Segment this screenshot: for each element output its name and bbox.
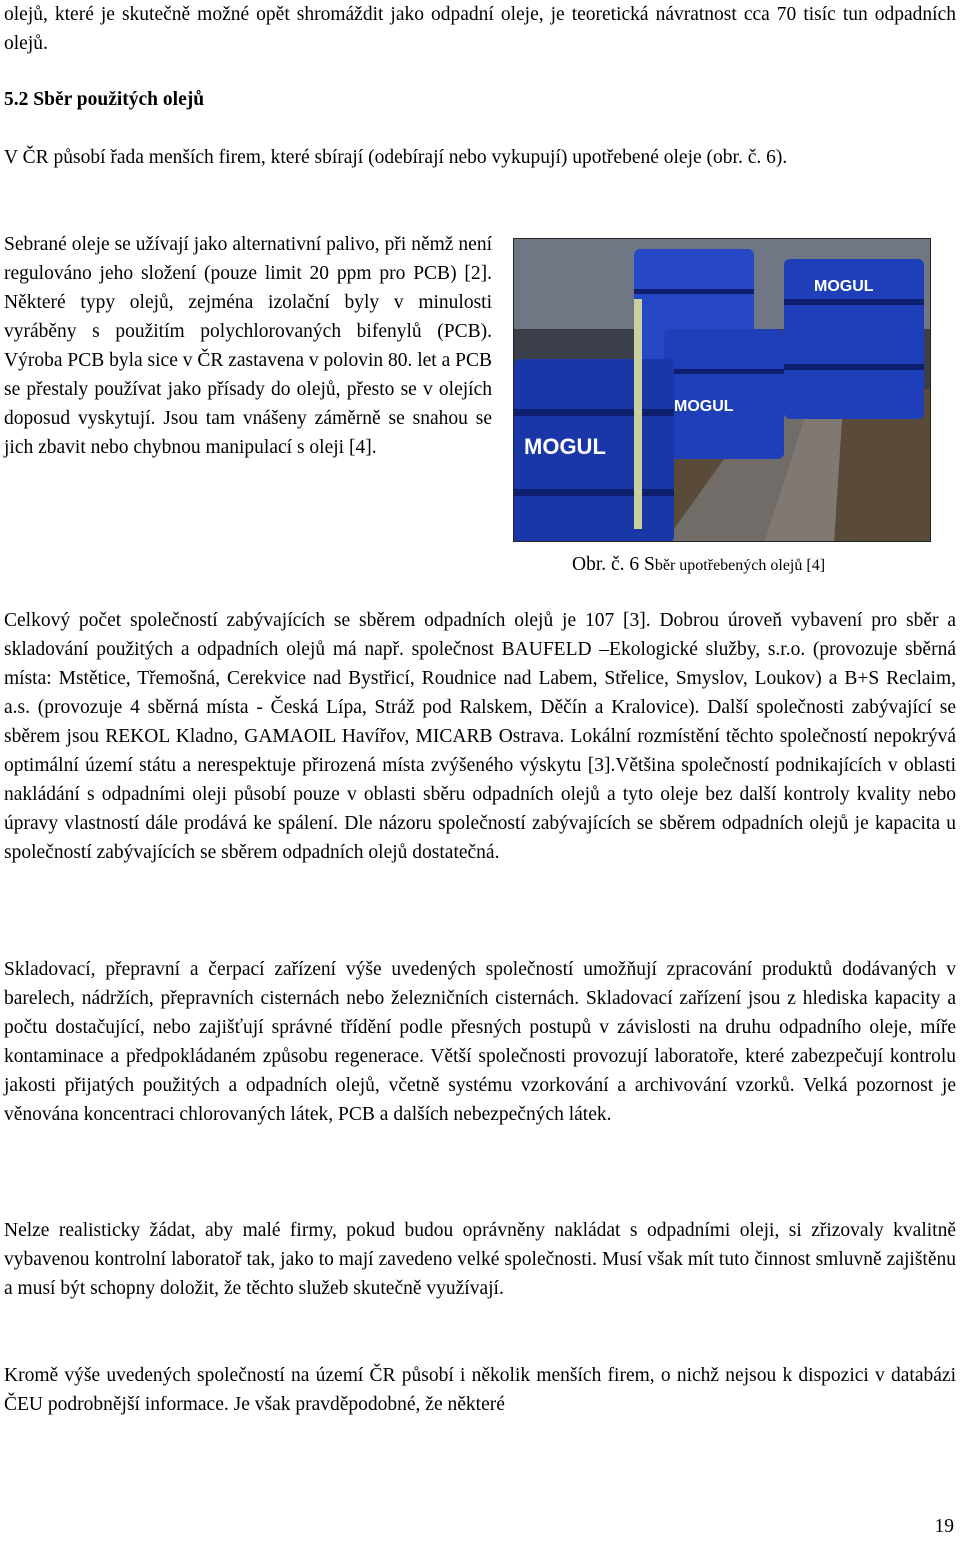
figure-photo [513, 238, 931, 542]
intro-paragraph: olejů, které je skutečně možné opět shromáždit jako odpadní oleje, je teoretická návratnost cca 70 tisíc tun odpadních olejů. [4, 4, 956, 54]
paragraph-4: Skladovací, přepravní a čerpací zařízení výše uvedených společností umožňují zpracování produktů dodávaných v barelech, nádržích, přepravních cisternách nebo železničních cisternách. Skladovací zařízení jsou z hlediska kapacity a počtu dostačující, nebo zajišťují správné třídění podle přesných postupů v závislosti na druhu odpadního oleje, míře kontaminace a předpokládaném způsobu regenerace. Větší společnosti provozují laboratoře, které zabezpečují kontrolu jakosti přijatých použitých a odpadních olejů, včetně systému vzorkování a archivování vzorků. Velká pozornost je věnována koncentraci chlorovaných látek, PCB a dalších nebezpečných látek. [4, 959, 956, 1125]
figure-caption-rest: běr upotřebených olejů [4] [654, 557, 826, 574]
drum-label-right: MOGUL [814, 278, 874, 295]
paragraph-1: V ČR působí řada menších firem, které sbírají (odebírají nebo vykupují) upotřebené oleje (obr. č. 6). [4, 147, 788, 168]
paragraph-2: Sebrané oleje se užívají jako alternativní palivo, při němž není regulováno jeho složení (pouze limit 20 ppm pro PCB) [2]. Některé typy olejů, zejména izolační byly v minulosti vyráběny s použitím polychlorovaných bifenylů (PCB). Výroba PCB byla sice v ČR zastavena v polovin 80. let a PCB se přestaly používat jako přísady do olejů, přesto se v olejích doposud vyskytují. Jsou tam vnášeny záměrně se snahou se jich zbavit nebo chybnou manipulací s oleji [4]. [4, 234, 492, 458]
figure-caption [572, 550, 825, 580]
paragraph-3: Celkový počet společností zabývajících se sběrem odpadních olejů je 107 [3]. Dobrou úroveň vybavení pro sběr a skladování použitých a odpadních olejů má např. společnost BAUFELD –Ekologické služby, s.r.o. (provozuje sběrná místa: Mstětice, Třemošná, Cerekvice nad Bystřicí, Roudnice nad Labem, Střelice, Smyslov, Loukov) a B+S Reclaim, a.s. (provozuje 4 sběrná místa - Česká Lípa, Stráž pod Ralskem, Děčín a Kralovice). Další společnosti zabývající se sběrem jsou REKOL Kladno, GAMAOIL Havířov, MICARB Ostrava. Lokální rozmístění těchto společností nepokrývá optimální území státu a nerespektuje přirozená místa zvýšeného výskytu [3].Většina společností podnikajících v oblasti nakládání s odpadními oleji působí pouze v oblasti sběru odpadních olejů a tyto oleje bez další kontroly kvality nebo úpravy vlastností dále prodává ke spálení. Dle názoru společností zabývajících se sběrem odpadních olejů je kapacita u společností zabývajících se sběrem odpadních olejů dostatečná. [4, 610, 956, 863]
drum-label-front: MOGUL [524, 434, 606, 459]
drum-mid [664, 329, 784, 459]
page-number: 19 [934, 1516, 954, 1537]
paragraph-6: Kromě výše uvedených společností na území ČR působí i několik menších firem, o nichž nejsou k dispozici v databázi ČEU podrobnější informace. Je však pravděpodobné, že některé [4, 1365, 956, 1415]
paragraph-5: Nelze realisticky žádat, aby malé firmy, pokud budou oprávněny nakládat s odpadními oleji, si zřizovaly kvalitně vybavenou kontrolní laboratoř tak, jako to mají zavedeno velké společnosti. Musí však mít tuto činnost smluvně zajištěnu a musí být schopny doložit, že těchto služeb skutečně využívají. [4, 1220, 956, 1299]
figure-caption-prefix: Obr. č. 6 S [572, 554, 655, 575]
pole [634, 299, 642, 529]
section-heading: 5.2 Sběr použitých olejů [4, 89, 205, 110]
drum-label-mid: MOGUL [674, 398, 734, 415]
